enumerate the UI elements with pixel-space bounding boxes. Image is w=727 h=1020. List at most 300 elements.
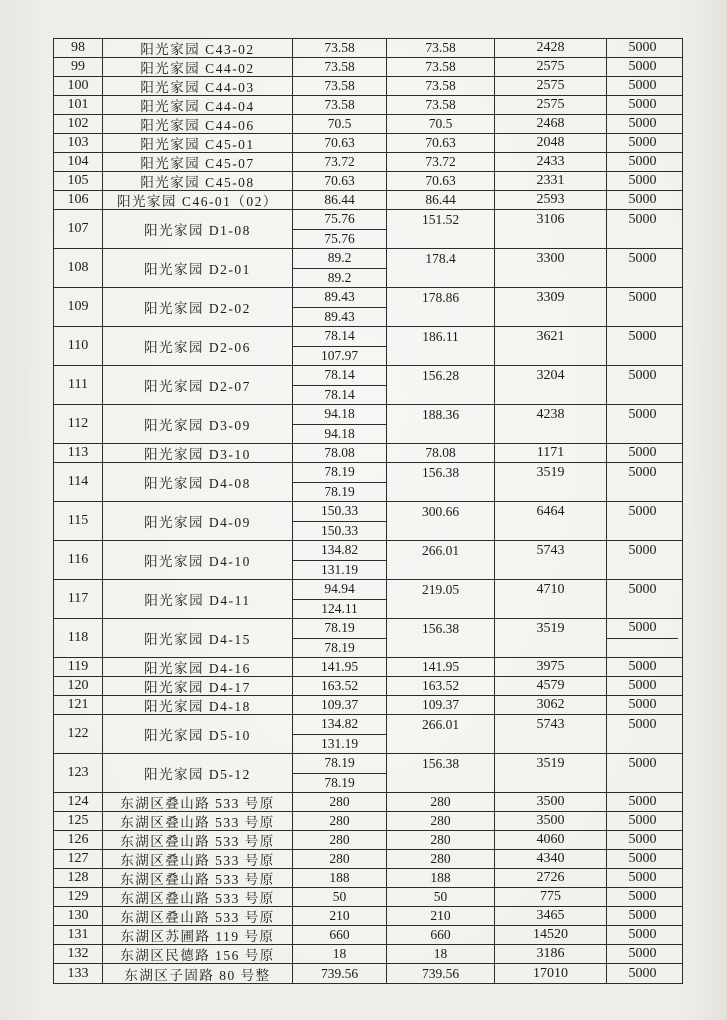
- row-number: 114: [54, 463, 103, 501]
- row-number: 98: [54, 39, 103, 57]
- amount-value: 3519: [495, 619, 607, 657]
- unit-area-value: 78.19: [324, 620, 355, 636]
- wage-cell: [607, 115, 678, 133]
- table-row: [54, 907, 682, 926]
- property-name: 阳光家园 D2-01: [103, 249, 293, 287]
- table-row: [54, 405, 682, 444]
- amount-value: 3465: [495, 907, 607, 925]
- row-number: 130: [54, 907, 103, 925]
- unit-area-cell: [293, 405, 387, 443]
- table-row: [54, 754, 682, 793]
- amount-value: 3500: [495, 812, 607, 830]
- wage-value: 5000: [628, 173, 657, 188]
- property-name: 阳光家园 D4-11: [103, 580, 293, 618]
- unit-area-value: 150.33: [320, 503, 359, 519]
- unit-area-value: 78.19: [293, 638, 386, 658]
- unit-area-value: 131.19: [293, 560, 386, 580]
- property-name: 阳光家园 C45-01: [103, 134, 293, 152]
- wage-empty-band: [607, 638, 678, 658]
- unit-area-value: 280: [329, 851, 350, 866]
- amount-value: 5743: [495, 715, 607, 753]
- amount-value: 14520: [495, 926, 607, 944]
- unit-area-cell: [293, 677, 387, 695]
- wage-value: 5000: [628, 154, 657, 169]
- unit-area-value: 75.76: [293, 229, 386, 249]
- total-area-value: 78.08: [387, 444, 495, 462]
- amount-value: 3106: [495, 210, 607, 248]
- unit-area-value: 109.37: [320, 697, 359, 712]
- wage-cell: [607, 831, 678, 849]
- amount-value: 2593: [495, 191, 607, 209]
- wage-cell: [607, 869, 678, 887]
- total-area-value: 70.5: [387, 115, 495, 133]
- amount-value: 3519: [495, 463, 607, 501]
- amount-value: 4060: [495, 831, 607, 849]
- property-name: 阳光家园 D2-07: [103, 366, 293, 404]
- total-area-value: 156.38: [387, 754, 495, 792]
- unit-area-cell: [293, 191, 387, 209]
- unit-area-value: 86.44: [324, 192, 355, 207]
- row-number: 129: [54, 888, 103, 906]
- total-area-value: 300.66: [387, 502, 495, 540]
- wage-cell: [607, 964, 678, 983]
- table-row: [54, 715, 682, 754]
- unit-area-value: 134.82: [320, 542, 359, 558]
- table-row: [54, 96, 682, 115]
- amount-value: 2428: [495, 39, 607, 57]
- unit-area-cell: [293, 39, 387, 57]
- unit-area-cell: [293, 754, 387, 792]
- row-number: 115: [54, 502, 103, 540]
- unit-area-cell: [293, 58, 387, 76]
- table-row: [54, 288, 682, 327]
- wage-value: 5000: [628, 716, 657, 732]
- row-number: 109: [54, 288, 103, 326]
- wage-value: 5000: [628, 78, 657, 93]
- total-area-value: 188.36: [387, 405, 495, 443]
- wage-cell: [607, 96, 678, 114]
- row-number: 108: [54, 249, 103, 287]
- wage-cell: [607, 696, 678, 714]
- table-row: [54, 366, 682, 405]
- wage-value: 5000: [628, 192, 657, 207]
- amount-value: 3621: [495, 327, 607, 365]
- table-row: [54, 677, 682, 696]
- wage-value: 5000: [628, 908, 657, 923]
- wage-value: 5000: [628, 755, 657, 771]
- amount-value: 4710: [495, 580, 607, 618]
- total-area-value: 141.95: [387, 658, 495, 676]
- property-name: 阳光家园 C43-02: [103, 39, 293, 57]
- property-name: 东湖区叠山路 533 号原: [103, 869, 293, 887]
- table-row: [54, 39, 682, 58]
- wage-value: 5000: [628, 813, 657, 828]
- property-name: 东湖区叠山路 533 号原: [103, 850, 293, 868]
- amount-value: 2575: [495, 96, 607, 114]
- total-area-value: 266.01: [387, 715, 495, 753]
- wage-cell: [607, 172, 678, 190]
- table-row: [54, 619, 682, 658]
- unit-area-cell: [293, 926, 387, 944]
- table-row: [54, 793, 682, 812]
- wage-cell: [607, 850, 678, 868]
- unit-area-cell: [293, 288, 387, 326]
- wage-cell: [607, 405, 678, 443]
- total-area-value: 739.56: [387, 964, 495, 983]
- property-name: 阳光家园 D3-10: [103, 444, 293, 462]
- unit-area-cell: [293, 831, 387, 849]
- unit-area-value: 73.58: [324, 78, 355, 93]
- unit-area-cell: [293, 77, 387, 95]
- property-name: 东湖区子固路 80 号整: [103, 964, 293, 983]
- wage-cell: [607, 249, 678, 287]
- unit-area-cell: [293, 619, 387, 657]
- compensation-table: [53, 38, 683, 984]
- amount-value: 3309: [495, 288, 607, 326]
- total-area-value: 73.58: [387, 39, 495, 57]
- unit-area-value: 78.08: [324, 445, 355, 460]
- property-name: 阳光家园 D5-10: [103, 715, 293, 753]
- wage-cell: [607, 502, 678, 540]
- table-row: [54, 926, 682, 945]
- amount-value: 3975: [495, 658, 607, 676]
- unit-area-value: 70.63: [324, 135, 355, 150]
- total-area-value: 660: [387, 926, 495, 944]
- wage-value: 5000: [628, 851, 657, 866]
- unit-area-value: 94.18: [293, 424, 386, 444]
- total-area-value: 280: [387, 812, 495, 830]
- property-name: 阳光家园 C46-01（02）: [103, 191, 293, 209]
- unit-area-value: 73.72: [324, 154, 355, 169]
- amount-value: 3186: [495, 945, 607, 963]
- wage-value: 5000: [628, 889, 657, 904]
- unit-area-value: 163.52: [320, 678, 359, 693]
- table-row: [54, 77, 682, 96]
- row-number: 113: [54, 444, 103, 462]
- table-row: [54, 888, 682, 907]
- wage-value: 5000: [628, 503, 657, 519]
- table-row: [54, 945, 682, 964]
- table-row: [54, 869, 682, 888]
- row-number: 127: [54, 850, 103, 868]
- total-area-value: 156.38: [387, 619, 495, 657]
- property-name: 阳光家园 C44-03: [103, 77, 293, 95]
- wage-cell: [607, 677, 678, 695]
- wage-cell: [607, 58, 678, 76]
- property-name: 阳光家园 D4-16: [103, 658, 293, 676]
- wage-value: 5000: [628, 832, 657, 847]
- wage-value: 5000: [628, 250, 657, 266]
- amount-value: 3519: [495, 754, 607, 792]
- total-area-value: 163.52: [387, 677, 495, 695]
- amount-value: 5743: [495, 541, 607, 579]
- row-number: 112: [54, 405, 103, 443]
- wage-cell: [607, 153, 678, 171]
- wage-cell: [607, 580, 678, 618]
- wage-value: 5000: [628, 927, 657, 942]
- wage-value: 5000: [628, 367, 657, 383]
- total-area-value: 219.05: [387, 580, 495, 618]
- unit-area-cell: [293, 210, 387, 248]
- total-area-value: 18: [387, 945, 495, 963]
- table-row: [54, 153, 682, 172]
- unit-area-value: 18: [332, 946, 347, 961]
- unit-area-value: 280: [329, 832, 350, 847]
- total-area-value: 178.86: [387, 288, 495, 326]
- amount-value: 2575: [495, 77, 607, 95]
- table-row: [54, 249, 682, 288]
- row-number: 123: [54, 754, 103, 792]
- wage-value: 5000: [628, 289, 657, 305]
- table-row: [54, 502, 682, 541]
- row-number: 118: [54, 619, 103, 657]
- amount-value: 3300: [495, 249, 607, 287]
- row-number: 131: [54, 926, 103, 944]
- property-name: 阳光家园 D4-15: [103, 619, 293, 657]
- property-name: 阳光家园 D4-17: [103, 677, 293, 695]
- wage-value: 5000: [628, 620, 657, 636]
- unit-area-cell: [293, 907, 387, 925]
- unit-area-value: 78.19: [324, 755, 355, 771]
- table-row: [54, 658, 682, 677]
- wage-cell: [607, 888, 678, 906]
- wage-cell: [607, 463, 678, 501]
- unit-area-value: 94.94: [324, 581, 355, 597]
- table-row: [54, 463, 682, 502]
- amount-value: 2468: [495, 115, 607, 133]
- wage-cell: [607, 541, 678, 579]
- wage-cell: [607, 812, 678, 830]
- total-area-value: 280: [387, 793, 495, 811]
- wage-value: 5000: [628, 464, 657, 480]
- property-name: 阳光家园 D4-09: [103, 502, 293, 540]
- unit-area-value: 70.5: [327, 116, 352, 131]
- unit-area-value: 210: [329, 908, 350, 923]
- table-row: [54, 541, 682, 580]
- amount-value: 4238: [495, 405, 607, 443]
- wage-cell: [607, 39, 678, 57]
- table-row: [54, 115, 682, 134]
- property-name: 阳光家园 C44-02: [103, 58, 293, 76]
- total-area-value: 266.01: [387, 541, 495, 579]
- wage-value: 5000: [628, 97, 657, 112]
- unit-area-cell: [293, 249, 387, 287]
- wage-cell: [607, 327, 678, 365]
- total-area-value: 109.37: [387, 696, 495, 714]
- unit-area-cell: [293, 964, 387, 983]
- unit-area-value: 124.11: [293, 599, 386, 619]
- property-name: 阳光家园 D4-18: [103, 696, 293, 714]
- unit-area-value: 78.19: [293, 773, 386, 793]
- wage-value: 5000: [628, 946, 657, 961]
- wage-value: 5000: [628, 697, 657, 712]
- table-row: [54, 58, 682, 77]
- row-number: 102: [54, 115, 103, 133]
- row-number: 104: [54, 153, 103, 171]
- wage-value: 5000: [628, 40, 657, 55]
- wage-value: 5000: [628, 870, 657, 885]
- property-name: 东湖区叠山路 533 号原: [103, 812, 293, 830]
- unit-area-cell: [293, 869, 387, 887]
- wage-cell: [607, 945, 678, 963]
- table-row: [54, 580, 682, 619]
- row-number: 110: [54, 327, 103, 365]
- wage-value: 5000: [628, 328, 657, 344]
- wage-value: 5000: [628, 59, 657, 74]
- row-number: 133: [54, 964, 103, 983]
- table-row: [54, 172, 682, 191]
- amount-value: 6464: [495, 502, 607, 540]
- unit-area-value: 660: [329, 927, 350, 942]
- row-number: 116: [54, 541, 103, 579]
- amount-value: 4340: [495, 850, 607, 868]
- total-area-value: 86.44: [387, 191, 495, 209]
- unit-area-value: 70.63: [324, 173, 355, 188]
- unit-area-cell: [293, 502, 387, 540]
- wage-cell: [607, 926, 678, 944]
- wage-cell: [607, 191, 678, 209]
- unit-area-cell: [293, 658, 387, 676]
- row-number: 128: [54, 869, 103, 887]
- unit-area-cell: [293, 327, 387, 365]
- unit-area-value: 73.58: [324, 59, 355, 74]
- unit-area-cell: [293, 115, 387, 133]
- unit-area-cell: [293, 850, 387, 868]
- amount-value: 4579: [495, 677, 607, 695]
- unit-area-cell: [293, 153, 387, 171]
- unit-area-value: 280: [329, 813, 350, 828]
- unit-area-value: 150.33: [293, 521, 386, 541]
- unit-area-value: 89.43: [293, 307, 386, 327]
- property-name: 阳光家园 D4-08: [103, 463, 293, 501]
- unit-area-cell: [293, 793, 387, 811]
- wage-value: 5000: [628, 116, 657, 131]
- wage-cell: [607, 77, 678, 95]
- property-name: 阳光家园 D3-09: [103, 405, 293, 443]
- property-name: 阳光家园 C45-07: [103, 153, 293, 171]
- table-row: [54, 210, 682, 249]
- wage-cell: [607, 366, 678, 404]
- unit-area-value: 73.58: [324, 97, 355, 112]
- wage-value: 5000: [628, 135, 657, 150]
- amount-value: 2726: [495, 869, 607, 887]
- total-area-value: 178.4: [387, 249, 495, 287]
- row-number: 99: [54, 58, 103, 76]
- table-row: [54, 444, 682, 463]
- wage-cell: [607, 793, 678, 811]
- row-number: 117: [54, 580, 103, 618]
- row-number: 122: [54, 715, 103, 753]
- wage-cell: [607, 619, 678, 657]
- total-area-value: 156.38: [387, 463, 495, 501]
- unit-area-value: 188: [329, 870, 350, 885]
- row-number: 124: [54, 793, 103, 811]
- unit-area-value: 89.43: [324, 289, 355, 305]
- wage-value: 5000: [628, 542, 657, 558]
- wage-value: 5000: [628, 965, 657, 981]
- wage-value: 5000: [628, 794, 657, 809]
- amount-value: 3062: [495, 696, 607, 714]
- unit-area-cell: [293, 696, 387, 714]
- unit-area-value: 50: [332, 889, 347, 904]
- total-area-value: 50: [387, 888, 495, 906]
- row-number: 101: [54, 96, 103, 114]
- row-number: 120: [54, 677, 103, 695]
- amount-value: 2433: [495, 153, 607, 171]
- property-name: 东湖区叠山路 533 号原: [103, 831, 293, 849]
- wage-cell: [607, 658, 678, 676]
- unit-area-value: 78.14: [293, 385, 386, 405]
- property-name: 阳光家园 D2-06: [103, 327, 293, 365]
- row-number: 132: [54, 945, 103, 963]
- amount-value: 17010: [495, 964, 607, 983]
- unit-area-cell: [293, 96, 387, 114]
- unit-area-value: 280: [329, 794, 350, 809]
- row-number: 111: [54, 366, 103, 404]
- row-number: 126: [54, 831, 103, 849]
- wage-value: 5000: [628, 445, 657, 460]
- total-area-value: 70.63: [387, 172, 495, 190]
- property-name: 阳光家园 D4-10: [103, 541, 293, 579]
- unit-area-value: 78.19: [324, 464, 355, 480]
- total-area-value: 280: [387, 850, 495, 868]
- table-row: [54, 964, 682, 983]
- property-name: 阳光家园 D1-08: [103, 210, 293, 248]
- total-area-value: 280: [387, 831, 495, 849]
- amount-value: 2048: [495, 134, 607, 152]
- wage-cell: [607, 134, 678, 152]
- unit-area-value: 78.14: [324, 367, 355, 383]
- amount-value: 1171: [495, 444, 607, 462]
- wage-cell: [607, 444, 678, 462]
- unit-area-cell: [293, 888, 387, 906]
- property-name: 东湖区叠山路 533 号原: [103, 793, 293, 811]
- amount-value: 2331: [495, 172, 607, 190]
- unit-area-cell: [293, 812, 387, 830]
- property-name: 阳光家园 C44-06: [103, 115, 293, 133]
- unit-area-cell: [293, 945, 387, 963]
- unit-area-value: 89.2: [327, 250, 352, 266]
- amount-value: 2575: [495, 58, 607, 76]
- total-area-value: 73.72: [387, 153, 495, 171]
- unit-area-value: 78.14: [324, 328, 355, 344]
- wage-cell: [607, 715, 678, 753]
- unit-area-cell: [293, 366, 387, 404]
- table-row: [54, 134, 682, 153]
- unit-area-value: 89.2: [293, 268, 386, 288]
- unit-area-cell: [293, 541, 387, 579]
- property-name: 阳光家园 C44-04: [103, 96, 293, 114]
- unit-area-value: 78.19: [293, 482, 386, 502]
- wage-value: 5000: [628, 211, 657, 227]
- total-area-value: 73.58: [387, 77, 495, 95]
- row-number: 125: [54, 812, 103, 830]
- wage-cell: [607, 754, 678, 792]
- unit-area-cell: [293, 134, 387, 152]
- unit-area-value: 75.76: [324, 211, 355, 227]
- unit-area-value: 94.18: [324, 406, 355, 422]
- unit-area-cell: [293, 172, 387, 190]
- table-row: [54, 812, 682, 831]
- property-name: 阳光家园 D2-02: [103, 288, 293, 326]
- row-number: 107: [54, 210, 103, 248]
- wage-value: 5000: [628, 581, 657, 597]
- row-number: 105: [54, 172, 103, 190]
- row-number: 106: [54, 191, 103, 209]
- property-name: 阳光家园 C45-08: [103, 172, 293, 190]
- amount-value: 3204: [495, 366, 607, 404]
- unit-area-cell: [293, 715, 387, 753]
